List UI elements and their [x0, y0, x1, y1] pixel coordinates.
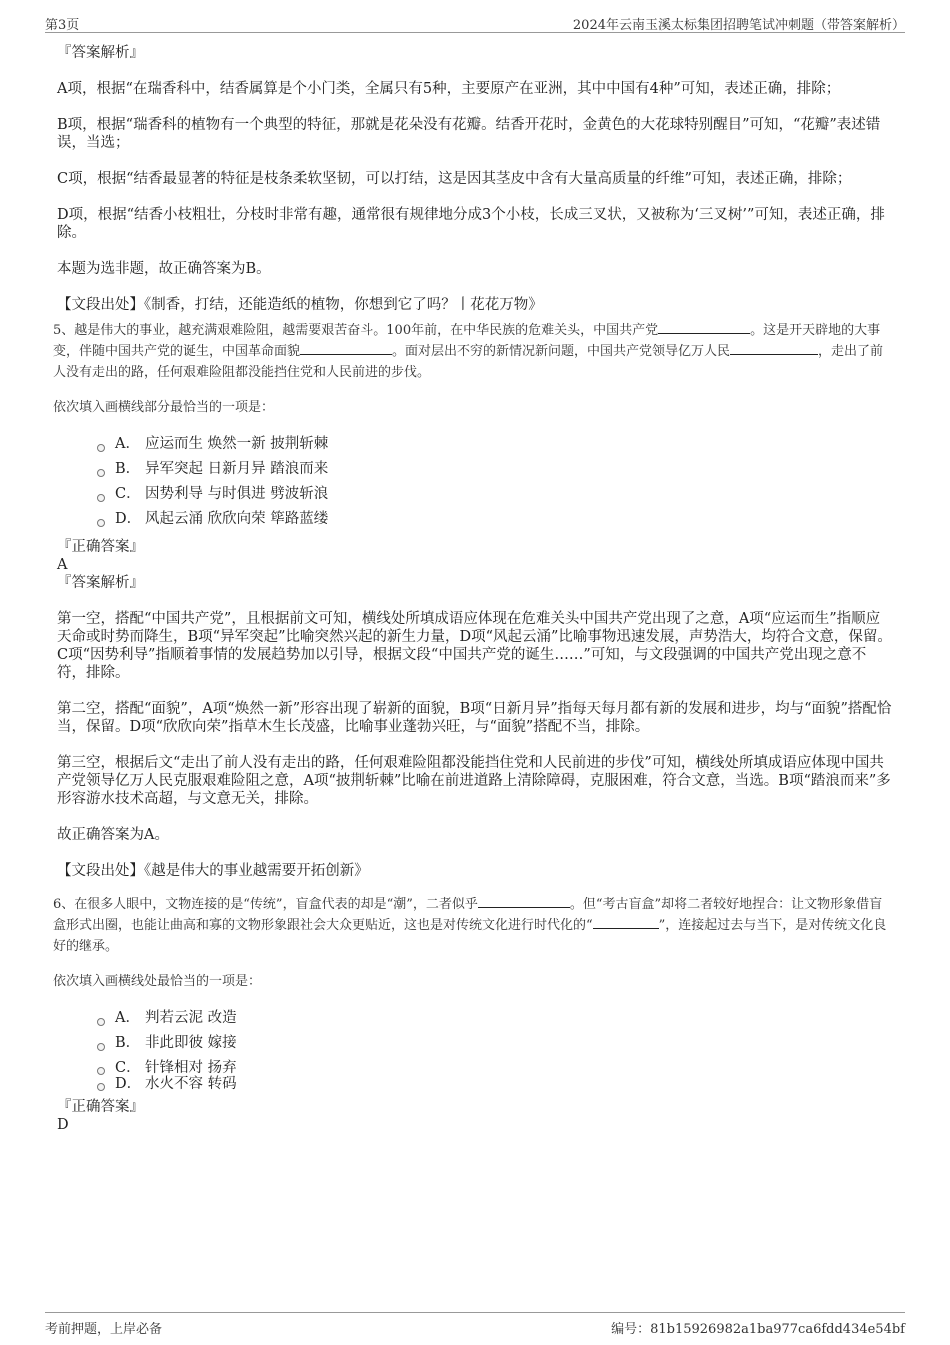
q5-option-c[interactable]: C． 因势利导 与时俱进 劈波斩浪 — [97, 482, 893, 507]
q6-option-d[interactable]: D． 水火不容 转码 — [97, 1076, 893, 1092]
q5-answer-label: 『正确答案』 — [57, 539, 144, 555]
q4-analysis-d: D项，根据“结香小枝粗壮，分枝时非常有趣，通常很有规律地分成3个小枝，长成三叉状，又被称为‘三叉树’”可知，表述正确，排除。 — [57, 207, 885, 241]
q5-stem-part-3: 。面对层出不穷的新情况新问题，中国共产党领导亿万人民 — [392, 344, 731, 359]
q4-source: 【文段出处】《制香，打结，还能造纸的植物，你想到它了吗？丨花花万物》 — [57, 297, 543, 313]
radio-icon[interactable] — [97, 444, 105, 452]
page-number: 第3页 — [45, 18, 80, 33]
q6-option-b[interactable]: B． 非此即彼 嫁接 — [97, 1031, 893, 1056]
radio-icon[interactable] — [97, 519, 105, 527]
page-footer — [45, 1312, 905, 1335]
document-title: 2024年云南玉溪太标集团招聘笔试冲刺题（带答案解析） — [572, 18, 905, 33]
q4-analysis-c: C项，根据“结香最显著的特征是枝条柔软坚韧，可以打结，这是因其茎皮中含有大量高质量的纤维”可知，表述正确，排除； — [57, 171, 852, 187]
q4-analysis-b: B项，根据“瑞香科的植物有一个典型的特征，那就是花朵没有花瓣。结香开花时，金黄色的大花球特别醒目”可知，“花瓣”表述错误，当选； — [57, 117, 881, 151]
q4-conclusion: 本题为选非题，故正确答案为B。 — [57, 261, 271, 277]
q5-analysis-3: 第三空，根据后文“走出了前人没有走出的路，任何艰难险阻都没能挡住党和人民前进的步伐”可知，横线处所填成语应体现中国共产党领导亿万人民克服艰难险阻之意，A项“披荆斩棘”比喻在前进道路上清除障碍，克服困难，符合文意，当选。B项“踏浪而来”多形容游水技术高超，与文意无关，排除。 — [57, 755, 891, 807]
q6-blank-1[interactable] — [478, 896, 570, 908]
q5-option-d[interactable]: D． 风起云涌 欣欣向荣 筚路蓝缕 — [97, 507, 893, 532]
q5-options — [97, 432, 893, 532]
radio-icon[interactable] — [97, 1083, 105, 1091]
q6-options — [97, 1006, 893, 1092]
radio-icon[interactable] — [97, 1067, 105, 1075]
q6-stem-part-3: ”，连接起过去与当下，是对传统文化良好的继承。 — [53, 918, 887, 954]
radio-icon[interactable] — [97, 1018, 105, 1026]
q5-conclusion: 故正确答案为A。 — [57, 827, 169, 843]
radio-icon[interactable] — [97, 469, 105, 477]
q6-answer: D — [57, 1117, 69, 1133]
radio-icon[interactable] — [97, 494, 105, 502]
q4-analysis-label: 『答案解析』 — [57, 45, 144, 61]
q6-stem-part-2: 。但“考古盲盒”却将二者较好地捏合：让文物形象借盲盒形式出圈，也能让曲高和寡的文物形象跟社会大众更贴近，这也是对传统文化进行时代化的“ — [53, 897, 883, 933]
document-id: 编号：81b15926982a1ba977ca6fdd434e54bf — [611, 1322, 905, 1337]
q6-stem-part-1: 6、在很多人眼中，文物连接的是“传统”，盲盒代表的却是“潮”，二者似乎 — [53, 897, 478, 912]
q5-stem-part-2: 。这是开天辟地的大事变，伴随中国共产党的诞生，中国革命面貌 — [53, 323, 881, 359]
q6-stem — [53, 894, 893, 957]
page-header — [45, 12, 905, 33]
q5-analysis-label: 『答案解析』 — [57, 575, 144, 591]
q5-prompt: 依次填入画横线部分最恰当的一项是： — [53, 400, 275, 415]
q6-option-a[interactable]: A． 判若云泥 改造 — [97, 1006, 893, 1031]
radio-icon[interactable] — [97, 1043, 105, 1051]
q6-answer-label: 『正确答案』 — [57, 1099, 144, 1115]
q5-source: 【文段出处】《越是伟大的事业越需要开拓创新》 — [57, 863, 369, 879]
footer-slogan: 考前押题，上岸必备 — [45, 1322, 163, 1337]
q6-blank-2[interactable] — [593, 917, 659, 929]
q5-stem-part-4: ，走出了前人没有走出的路，任何艰难险阻都没能挡住党和人民前进的步伐。 — [53, 344, 884, 380]
q5-blank-2[interactable] — [300, 343, 392, 355]
q5-analysis-1: 第一空，搭配“中国共产党”，且根据前文可知，横线处所填成语应体现在危难关头中国共产党出现了之意，A项“应运而生”指顺应天命或时势而降生，B项“异军突起”比喻突然兴起的新生力量，D项“风起云涌”比喻事物迅速发展，声势浩大，均符合文意，保留。C项“因势利导”指顺着事情的发展趋势加以引导，根据文段“中国共产党的诞生……”可知，与文段强调的中国共产党出现之意不符，排除。 — [57, 611, 892, 681]
q4-analysis-a: A项，根据“在瑞香科中，结香属算是个小门类，全属只有5种，主要原产在亚洲，其中中国有4种”可知，表述正确，排除； — [57, 81, 841, 97]
q5-option-b[interactable]: B． 异军突起 日新月异 踏浪而来 — [97, 457, 893, 482]
q5-stem — [53, 320, 893, 383]
q5-answer: A — [57, 557, 68, 573]
page-content — [53, 44, 893, 1134]
q5-option-a[interactable]: A． 应运而生 焕然一新 披荆斩棘 — [97, 432, 893, 457]
q5-analysis-2: 第二空，搭配“面貌”，A项“焕然一新”形容出现了崭新的面貌，B项“日新月异”指每天每月都有新的发展和进步，均与“面貌”搭配恰当，保留。D项“欣欣向荣”指草木生长茂盛，比喻事业蓬勃兴旺，与“面貌”搭配不当，排除。 — [57, 701, 892, 735]
q6-prompt: 依次填入画横线处最恰当的一项是： — [53, 974, 262, 989]
q5-blank-3[interactable] — [730, 343, 818, 355]
q5-blank-1[interactable] — [658, 322, 750, 334]
q6-option-c[interactable]: C． 针锋相对 扬弃 — [97, 1060, 893, 1076]
q5-stem-part-1: 5、越是伟大的事业，越充满艰难险阻，越需要艰苦奋斗。100年前，在中华民族的危难关头，中国共产党 — [53, 323, 659, 338]
